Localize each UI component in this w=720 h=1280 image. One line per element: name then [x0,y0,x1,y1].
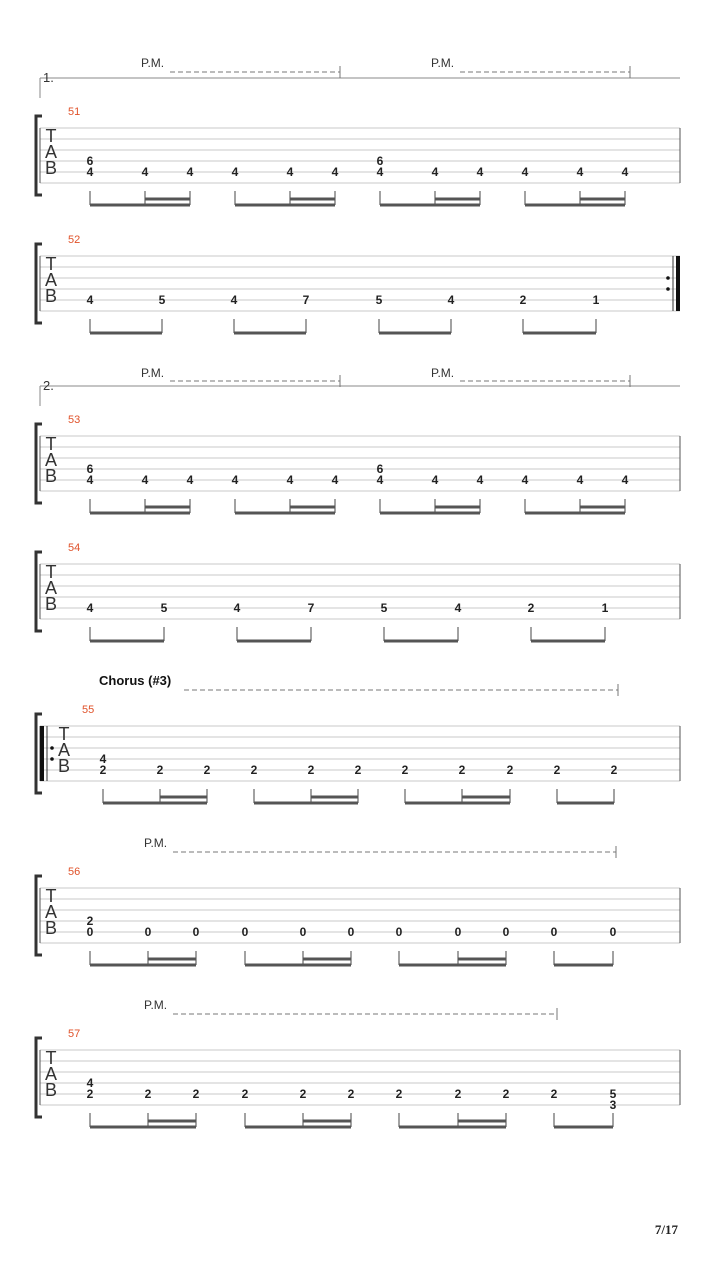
palm-mute-marker [431,56,630,78]
palm-mute-marker [144,836,616,858]
tab-clef-letter: B [44,594,58,614]
fret-number: 4 [376,473,384,487]
fret-number: 2 [192,1087,200,1101]
fret-number: 5 [375,293,383,307]
fret-number: 4 [286,473,294,487]
tab-clef-letter: A [57,740,71,760]
fret-number: 2 [610,763,618,777]
pm-label: P.M. [144,998,168,1012]
fret-number: 2 [99,763,107,777]
palm-mute-marker [144,998,557,1020]
section-marker [99,673,618,696]
palm-mute-marker [431,366,630,387]
fret-number: 2 [553,763,561,777]
fret-number: 4 [86,601,94,615]
fret-number: 4 [186,473,194,487]
tab-clef-letter: A [44,902,58,922]
pm-label: P.M. [144,836,168,850]
fret-number: 2 [86,914,94,928]
fret-number: 0 [192,925,200,939]
tab-clef-letter: T [45,434,57,454]
palm-mute-marker [141,366,340,387]
fret-number: 2 [144,1087,152,1101]
fret-number: 4 [431,165,439,179]
fret-number: 4 [576,473,584,487]
fret-number: 6 [376,462,384,476]
tab-clef-letter: B [44,918,58,938]
volta-2-label: 2. [43,378,54,393]
fret-number: 4 [186,165,194,179]
tab-clef-letter: B [44,1080,58,1100]
tab-clef-letter: B [44,466,58,486]
fret-number: 6 [376,154,384,168]
fret-number: 4 [141,165,149,179]
tab-system [36,542,680,641]
measure-number: 56 [68,866,81,878]
tab-clef-letter: B [44,286,58,306]
repeat-dot [50,746,54,750]
fret-number: 4 [331,473,339,487]
fret-number: 2 [156,763,164,777]
fret-number: 5 [160,601,168,615]
fret-number: 4 [621,165,629,179]
pm-label: P.M. [431,366,455,380]
volta-1-label: 1. [43,70,54,85]
measure-number: 52 [68,234,81,246]
fret-number: 1 [592,293,600,307]
fret-number: 2 [307,763,315,777]
tab-clef-letter: T [45,126,57,146]
tab-clef-letter: T [45,254,57,274]
measure-number: 51 [68,106,81,118]
pm-label: P.M. [141,56,165,70]
fret-number: 4 [376,165,384,179]
tab-clef-letter: B [44,158,58,178]
fret-number: 2 [347,1087,355,1101]
repeat-dot [50,757,54,761]
fret-number: 4 [86,473,94,487]
fret-number: 4 [231,165,239,179]
fret-number: 4 [99,752,107,766]
measure-number: 54 [68,542,81,554]
volta-2 [40,378,680,406]
tab-system [36,1028,680,1127]
fret-number: 2 [354,763,362,777]
tab-clef-letter: A [44,270,58,290]
tab-system [36,866,680,965]
fret-number: 2 [550,1087,558,1101]
tab-clef-letter: A [44,450,58,470]
fret-number: 7 [302,293,310,307]
tab-clef-letter: A [44,142,58,162]
fret-number: 6 [86,154,94,168]
fret-number: 0 [502,925,510,939]
fret-number: 3 [609,1098,617,1112]
repeat-dot [666,287,670,291]
tab-clef-letter: T [45,562,57,582]
fret-number: 0 [144,925,152,939]
fret-number: 1 [601,601,609,615]
fret-number: 2 [506,763,514,777]
fret-number: 2 [299,1087,307,1101]
fret-number: 2 [395,1087,403,1101]
fret-number: 5 [609,1087,617,1101]
measure-number: 57 [68,1028,81,1040]
measure-number: 53 [68,414,81,426]
fret-number: 4 [86,1076,94,1090]
pm-label: P.M. [431,56,455,70]
fret-number: 5 [380,601,388,615]
fret-number: 0 [241,925,249,939]
fret-number: 4 [331,165,339,179]
fret-number: 0 [395,925,403,939]
fret-number: 0 [299,925,307,939]
tab-clef-letter: T [45,1048,57,1068]
palm-mute-marker [141,56,340,78]
fret-number: 5 [158,293,166,307]
pm-label: P.M. [141,366,165,380]
fret-number: 4 [621,473,629,487]
fret-number: 0 [454,925,462,939]
fret-number: 6 [86,462,94,476]
fret-number: 4 [476,473,484,487]
tab-system [36,234,680,333]
fret-number: 4 [431,473,439,487]
measure-number: 55 [82,704,95,716]
fret-number: 4 [521,165,529,179]
fret-number: 4 [230,293,238,307]
fret-number: 2 [454,1087,462,1101]
fret-number: 4 [86,293,94,307]
fret-number: 0 [347,925,355,939]
tab-system [36,414,680,513]
fret-number: 0 [550,925,558,939]
fret-number: 0 [609,925,617,939]
repeat-dot [666,276,670,280]
fret-number: 4 [576,165,584,179]
fret-number: 4 [521,473,529,487]
tab-clef-letter: T [45,886,57,906]
tab-clef-letter: A [44,1064,58,1084]
tab-system [36,704,680,803]
volta-1 [40,70,680,98]
fret-number: 4 [447,293,455,307]
fret-number: 2 [250,763,258,777]
fret-number: 4 [454,601,462,615]
fret-number: 0 [86,925,94,939]
fret-number: 2 [241,1087,249,1101]
fret-number: 2 [203,763,211,777]
fret-number: 4 [231,473,239,487]
tab-clef-letter: B [57,756,71,776]
fret-number: 4 [233,601,241,615]
tab-clef-letter: T [58,724,70,744]
fret-number: 2 [86,1087,94,1101]
fret-number: 2 [401,763,409,777]
fret-number: 2 [502,1087,510,1101]
tab-system [36,106,680,205]
fret-number: 2 [458,763,466,777]
fret-number: 2 [527,601,535,615]
fret-number: 4 [286,165,294,179]
fret-number: 4 [476,165,484,179]
fret-number: 7 [307,601,315,615]
section-label: Chorus (#3) [99,673,172,688]
fret-number: 4 [86,165,94,179]
fret-number: 4 [141,473,149,487]
page-number: 7/17 [654,1222,678,1237]
tab-clef-letter: A [44,578,58,598]
fret-number: 2 [519,293,527,307]
